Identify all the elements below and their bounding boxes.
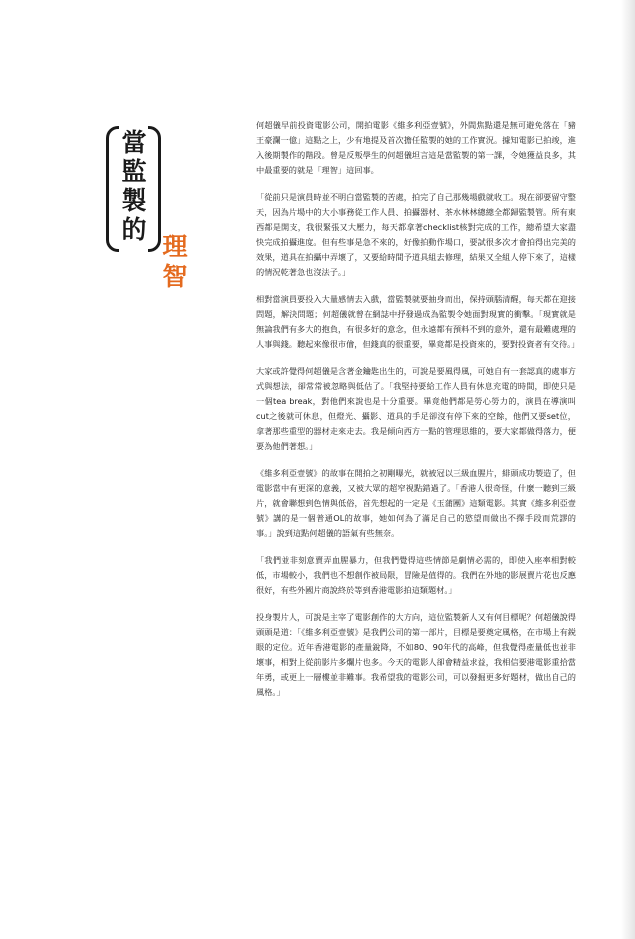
- right-bracket: [148, 126, 161, 252]
- title-main: 當監製的: [121, 128, 147, 244]
- paragraph: 大家或許覺得何超儀是含著金鑰匙出生的，可說是要風得風，可她自有一套認真的處事方式與想法，卻常常被忽略與低估了。「我堅持要給工作人員有休息充電的時間，即使只是一個tea break，對他們來說也是十分重要。畢竟他們都是勞心勞力的，演員在導演叫cut之後就可休息，但燈光、攝影、道具的手足卻沒有停下來的空餘，他們又要set位，拿著那些重型的器材走來走去。我是傾向西方一點的管理思維的，要大家都做得落力，便要為他們著想。」: [256, 366, 576, 451]
- title-block: [106, 120, 186, 300]
- paragraph: 何超儀早前投資電影公司，開拍電影《維多利亞壹號》，外間焦點還是無可避免落在「豬王豪瀾一億」這點之上，少有地提及首次擔任監製的她的工作實況。據知電影已拍竣，進入後期製作的階段。曾是反叛學生的何超儀坦言這是當監製的第一課，令她獲益良多，其中最重要的就是「理智」這回事。: [256, 120, 576, 175]
- paragraph: 相對當演員要投入大量感情去入戲，當監製就要抽身而出，保持頭腦清醒，每天都在迎接問題，解決問題；何超儀就曾在網誌中抒發過成為監製令她面對現實的衝擊。「現實就是無論我們有多大的抱負，有很多好的意念，但永遠都有預料不到的意外，還有最難處理的人事與錢。聽起來像很市儈，但錢真的很重要，畢竟都是投資來的，要對投資者有交待。」: [256, 294, 580, 349]
- article-body: [256, 118, 580, 712]
- paragraph: 「從前只是演員時並不明白當監製的苦處，拍完了自己那幾場戲就收工。現在卻要留守整天，因為片場中的大小事務從工作人員、拍攝器材、茶水林林總總全都歸監製管。所有東西都是開支，我很緊張又大壓力，每天都拿著checklist核對完成的工作，總希望大家盡快完成拍攝進度。但有些事是急不來的，好像拍動作場口，要試很多次才會拍得出完美的效果，道具在拍攝中弄壞了，又要給時間予道具組去修理，結果又全組人停下來了，這樣的情況乾著急也沒法子。」: [256, 192, 576, 277]
- title-accent: 理智: [162, 232, 188, 291]
- paragraph: 投身製片人，可說是主宰了電影創作的大方向，這位監製新人又有何目標呢？何超儀說得頭頭是道：「《維多利亞壹號》是我們公司的第一部片，目標是要奠定風格，在市場上有鋭眼的定位。近年香港電影的產量銳降，不如80、90年代的高峰，但我覺得產量低也並非壞事，相對上從前影片多爛片也多。今天的電影人卻會精益求益，我相信要港電影重拾當年勇，或更上一層樓並非難事。我希望我的電影公司，可以發掘更多好題材，做出自己的風格。」: [256, 612, 576, 697]
- paragraph: 《維多利亞壹號》的故事在開拍之初剛曝光，就被冠以三級血腥片，緋頭成功製造了，但電影當中有更深的意義，又被大眾的超窄視點錯過了。「香港人很奇怪，什麼一聽到三級片，就會聯想到色情與低俗，首先想起的一定是《玉蒲團》這類電影。其實《維多利亞壹號》講的是一個普通OL的故事，她如何為了滿足自己的慾望而做出不擇手段而荒謬的事。」說到這點何超儀的語氣有些無奈。: [256, 468, 576, 538]
- left-bracket: [106, 126, 119, 252]
- paragraph: 「我們並非刻意賣弄血腥暴力，但我們覺得這些情節是劇情必需的，即使入座率相對較低，市場較小，我們也不想創作被局限，冒險是值得的。我們在外地的影展賣片花也反應很好，有些外國片商說終於等到香港電影拍這類題材。」: [256, 555, 576, 595]
- page-edge: [621, 0, 635, 939]
